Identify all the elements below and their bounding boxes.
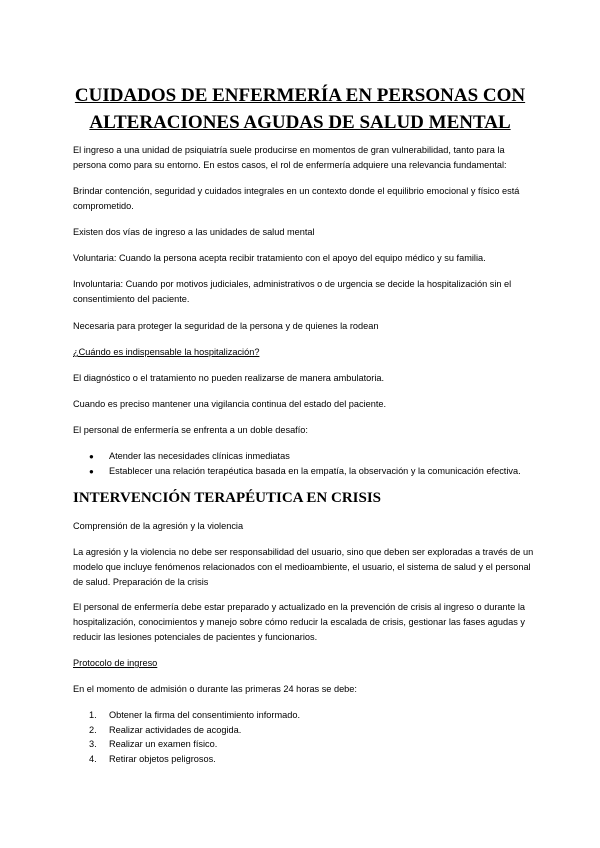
aggression-paragraph: La agresión y la violencia no debe ser responsabilidad del usuario, sino que deben ser exploradas a través de un modelo que incluye fenómenos relacionados con el medioambiente, el usuario, el sistema de salud y el personal de salud. Preparación de la crisis — [73, 547, 534, 587]
list-number: 4. — [89, 753, 97, 764]
admission-paragraph: En el momento de admisión o durante las primeras 24 horas se debe: — [73, 684, 357, 694]
list-item — [73, 464, 535, 479]
list-item-text: Obtener la firma del consentimiento informado. — [109, 710, 300, 720]
vigilance-paragraph: Cuando es preciso mantener una vigilancia continua del estado del paciente. — [73, 399, 387, 409]
intro-paragraph: El ingreso a una unidad de psiquiatría suele producirse en momentos de gran vulnerabilidad, tanto para la persona como para su entorno. En estos casos, el rol de enfermería adquiere una relevancia fundamental: — [73, 145, 507, 170]
bullet-icon: ● — [89, 467, 94, 476]
list-item — [73, 737, 535, 752]
list-item-text: Establecer una relación terapéutica basada en la empatía, la observación y la comunicación efectiva. — [109, 466, 521, 476]
list-item — [73, 708, 535, 723]
list-item — [73, 752, 535, 767]
necessity-paragraph: Necesaria para proteger la seguridad de la persona y de quienes la rodean — [73, 321, 379, 331]
list-item-text: Realizar actividades de acogida. — [109, 724, 242, 735]
section-heading: INTERVENCIÓN TERAPÉUTICA EN CRISIS — [73, 490, 382, 506]
document-title: CUIDADOS DE ENFERMERÍA EN PERSONAS CON ALTERACIONES AGUDAS DE SALUD MENTAL — [74, 85, 526, 133]
hospitalization-question: ¿Cuándo es indispensable la hospitalización? — [73, 347, 260, 357]
list-number: 3. — [89, 739, 97, 749]
challenge-paragraph: El personal de enfermería se enfrenta a un doble desafío: — [73, 425, 308, 435]
bullet-icon: ● — [89, 452, 94, 461]
admission-routes-paragraph: Existen dos vías de ingreso a las unidades de salud mental — [73, 227, 315, 237]
list-item-text: Realizar un examen físico. — [109, 739, 218, 749]
voluntary-paragraph: Voluntaria: Cuando la persona acepta recibir tratamiento con el apoyo del equipo médico y su familia. — [73, 253, 486, 263]
involuntary-paragraph: Involuntaria: Cuando por motivos judiciales, administrativos o de urgencia se decide la hospitalización sin el consentimiento del paciente. — [73, 279, 512, 304]
role-paragraph: Brindar contención, seguridad y cuidados integrales en un contexto donde el equilibrio emocional y físico está comprometido. — [73, 186, 520, 211]
list-item-text: Retirar objetos peligrosos. — [109, 753, 216, 764]
list-number: 1. — [89, 710, 97, 720]
prevention-paragraph: El personal de enfermería debe estar preparado y actualizado en la prevención de crisis al ingreso o durante la hospitalización, conocimientos y manejo sobre cómo reducir la escalada de crisis, gestionar las fases agudas y reducir las lesiones potenciales de pacientes y funcionarios. — [73, 602, 525, 642]
admission-steps-list — [73, 708, 535, 766]
challenge-list — [73, 449, 535, 479]
protocol-subheading: Protocolo de ingreso — [73, 658, 158, 668]
list-item — [73, 723, 535, 738]
list-item-text: Atender las necesidades clínicas inmediatas — [109, 451, 290, 461]
diagnosis-paragraph: El diagnóstico o el tratamiento no pueden realizarse de manera ambulatoria. — [73, 373, 385, 383]
list-number: 2. — [89, 724, 97, 735]
list-item — [73, 449, 535, 464]
aggression-subheading: Comprensión de la agresión y la violencia — [73, 521, 244, 531]
